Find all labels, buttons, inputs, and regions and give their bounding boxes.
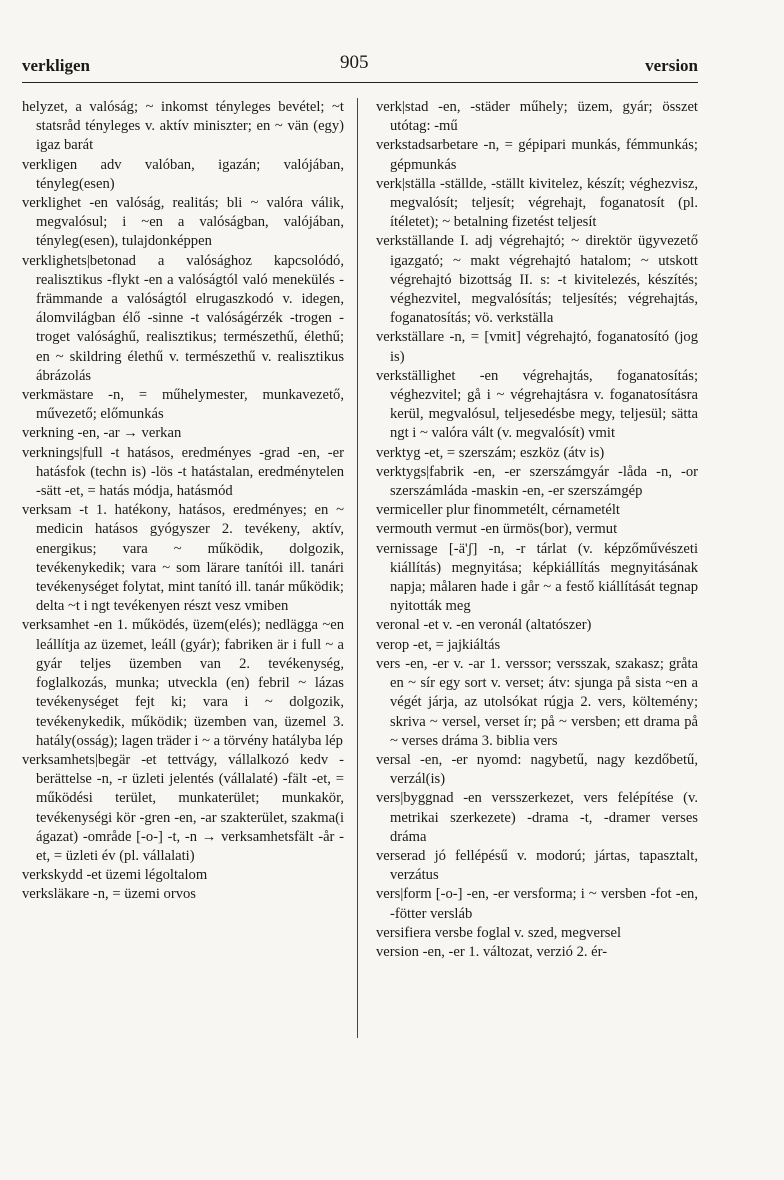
dictionary-entry: version -en, -er 1. változat, verzió 2. ér- (376, 943, 608, 960)
dictionary-entry: verknings|full -t hatásos, eredményes -grad -en, -er hatásfok (techn is) -lös -t hatástalan, eredménytelen -sätt -et, = hatás módja, hatásmód (22, 444, 344, 500)
dictionary-entry: verklighets|betonad a valósághoz kapcsolódó, realisztikus -flykt -en a valóságtól való menekülés -främmande a valóságtól elrugaszkodó v. idegen, álomvilágban élő -sinne -t valóságérzék -trogen -troget valósághű, realisztikus; természethű, élethű; en ~ skildring élethű v. természethű v. realisztikus ábrázolás (22, 252, 344, 384)
dictionary-entry: verkställande I. adj végrehajtó; ~ direktör ügyvezető igazgató; ~ makt végrehajtó hatalom; ~ utskott végrehajtó bizottság II. s: -t kivitelezés, készítés; véghezvitel, megvalósítás; teljesítés; végrehajtás, foganatosítás; vö. verkställa (376, 233, 698, 327)
dictionary-entry: verksam -t 1. hatékony, hatásos, eredményes; en ~ medicin hatásos gyógyszer 2. tevékeny, aktív, energikus; vara ~ működik, dolgozik, tevékenykedik; vara ~ som lärare tanítói ill. tanári tevékenységet folytat, mint tanító ill. tanár működik; delta ~t i ngt tevékenyen részt vesz vmiben (22, 502, 344, 615)
dictionary-entry: vermiceller plur finommetélt, cérnametélt (376, 502, 620, 519)
dictionary-entry: vers|byggnad -en versszerkezet, vers felépítése (v. metrikai szerkezete) -drama -t, -dramer verses dráma (376, 790, 698, 845)
right-column (376, 98, 698, 962)
dictionary-entry: verkligen adv valóban, igazán; valójában, tényleg(esen) (22, 156, 344, 192)
header-rule (22, 82, 698, 83)
running-header (22, 52, 698, 80)
dictionary-entry: verklighet -en valóság, realitás; bli ~ valóra válik, megvalósul; i ~en a valóságban, valójában, tényleg(esen), tulajdonképpen (22, 195, 344, 250)
dictionary-entry: veronal -et v. -en veronál (altatószer) (376, 617, 592, 634)
dictionary-entry: verkmästare -n, = műhelymester, munkavezető, művezető; előmunkás (22, 387, 344, 423)
dictionary-entry: versifiera versbe foglal v. szed, megversel (376, 924, 622, 941)
dictionary-entry: verkning -en, -ar → verkan (22, 425, 182, 442)
dictionary-entry: helyzet, a valóság; ~ inkomst tényleges bevétel; ~t statsråd tényleges v. aktív miniszter; en ~ vän (egy) igaz barát (22, 99, 344, 154)
page-number: 905 (340, 52, 369, 73)
left-column (22, 98, 344, 905)
dictionary-entry: verserad jó fellépésű v. modorú; jártas, tapasztalt, verzátus (376, 847, 698, 884)
guide-word-left: verkligen (22, 56, 90, 75)
dictionary-entry: versal -en, -er nyomd: nagybetű, nagy kezdőbetű, verzál(is) (376, 751, 698, 788)
dictionary-entry: vers -en, -er v. -ar 1. verssor; versszak, szakasz; gråta en ~ sír egy sort v. verset; átv: sjunga på sista ~en a végét járja, az utolsókat rúgja 2. vers, költemény; skriva ~ versel, verset ír; på ~ versben; ett drama på ~ verses dráma 3. biblia vers (376, 655, 698, 749)
dictionary-entry: verop -et, = jajkiáltás (376, 636, 501, 653)
dictionary-entry: verksamhets|begär -et tettvágy, vállalkozó kedv -berättelse -n, -r üzleti jelentés (vállalaté) -fält -et, = működési terület, munkaterület; munkakör, tevékenységi kör -gren -en, -ar szakterület, szakma(i ágazat) -område [-o-] -t, -n → verksamhetsfält -år -et, = üzleti év (pl. vállalati) (22, 751, 344, 864)
dictionary-entry: verksläkare -n, = üzemi orvos (22, 886, 196, 903)
dictionary-entry: verkställighet -en végrehajtás, foganatosítás; véghezvitel; gå i ~ végrehajtásra v. foganatosításra kerül, megvalósul, teljesedésbe megy, teljesül; sätta ngt i ~ valóra vált (v. megvalósít) vmit (376, 367, 698, 442)
dictionary-entry: verk|stad -en, -städer műhely; üzem, gyár; összet utótag: -mű (376, 99, 698, 135)
dictionary-entry: verkstadsarbetare -n, = gépipari munkás, fémmunkás; gépmunkás (376, 137, 698, 173)
column-divider (357, 98, 358, 1038)
dictionary-entry: verk|ställa -ställde, -ställt kivitelez, készít; véghezvisz, megvalósít; teljesít; végrehajt, foganatosít (pl. ítéletet); ~ betalning fizetést teljesít (376, 175, 698, 231)
dictionary-entry: verksamhet -en 1. működés, üzem(elés); nedlägga ~en leállítja az üzemet, leáll (gyár); fabriken är i full ~ a gyár teljes üzemben van 2. tevékenység, foglalkozás, munka; utveckla (en) febril ~ lázas tevékenységet fejt ki; vara i ~ dolgozik, tevékenykedik, működik; üzemben van, üzemel 3. hatály(osság); lagen träder i ~ a törvény hatályba lép (22, 617, 344, 749)
dictionary-entry: vers|form [-o-] -en, -er versforma; i ~ versben -fot -en, -fötter versláb (376, 886, 698, 922)
dictionary-entry: vernissage [-ä'ʃ] -n, -r tárlat (v. képzőművészeti kiállítás) megnyitása; képkiállítás megnyitásának napja; målaren hade i går ~ a festő kiállítását tegnap nyitották meg (376, 540, 698, 615)
dictionary-entry: verkställare -n, = [vmit] végrehajtó, foganatosító (jog is) (376, 329, 698, 365)
guide-word-right: version (645, 56, 698, 75)
dictionary-entry: vermouth vermut -en ürmös(bor), vermut (376, 521, 618, 538)
dictionary-entry: verktygs|fabrik -en, -er szerszámgyár -låda -n, -or szerszámláda -maskin -en, -er szerszámgép (376, 463, 698, 500)
dictionary-entry: verkskydd -et üzemi légoltalom (22, 867, 208, 884)
dictionary-entry: verktyg -et, = szerszám; eszköz (átv is) (376, 444, 605, 461)
